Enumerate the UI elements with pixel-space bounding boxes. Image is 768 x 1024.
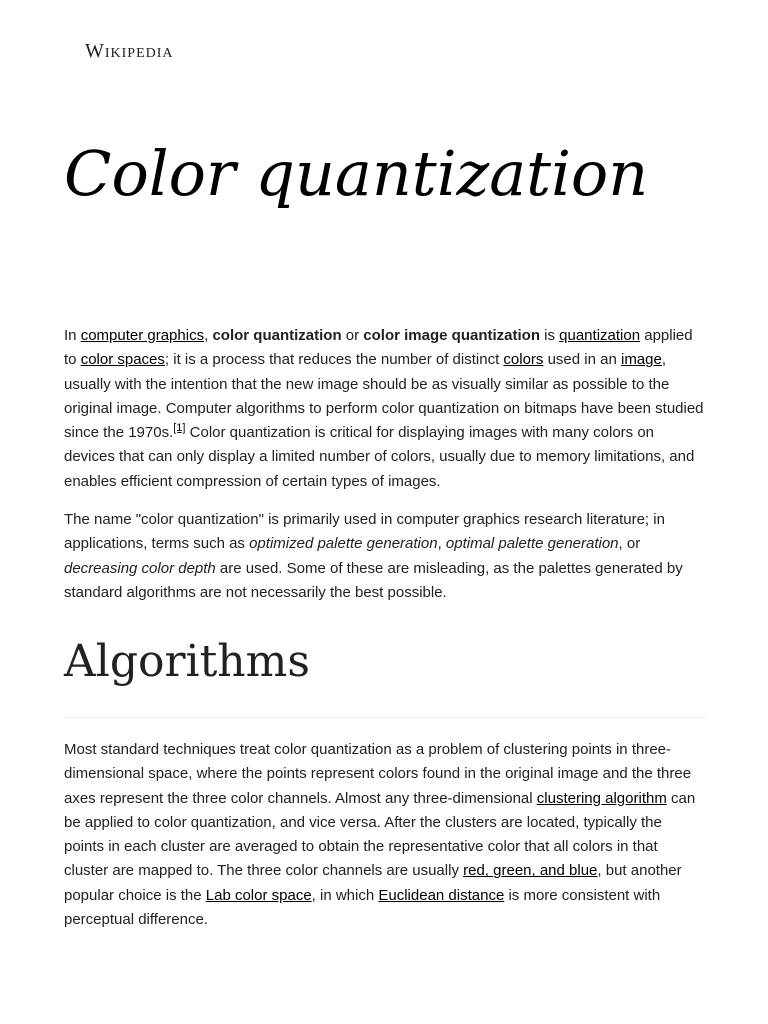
article-intro — [64, 324, 706, 619]
text: , — [204, 327, 213, 344]
text: applied to — [64, 327, 693, 369]
intro-paragraph-1 — [64, 324, 706, 494]
section-algorithms-body — [64, 738, 706, 946]
link-rgb-color-model[interactable]: red, green, and blue — [463, 862, 598, 880]
text: , but another popular choice is the — [64, 862, 682, 904]
link-lab-color-space[interactable]: Lab color space — [205, 886, 312, 904]
text: used in an — [543, 351, 621, 369]
text: The name "color quantization" is primarily used in computer graphics research literature; in applications, terms such as — [64, 511, 665, 553]
text: is — [539, 327, 560, 344]
bold-term: color quantization — [212, 327, 342, 344]
algorithms-paragraph-1 — [64, 738, 706, 932]
text: , usually with the intention that the new image should be as visually similar as possible to the original image. Computer algorithms to perform color quantization on bitmaps have been studied since the 1970s. — [64, 351, 704, 442]
wikipedia-logo[interactable]: Wikipedia — [85, 40, 174, 62]
text: are used. Some of these are misleading, as the palettes generated by standard algorithms are not necessarily the best possible. — [64, 559, 683, 601]
text: Color quantization is critical for displaying images with many colors on devices that can only display a limited number of colors, usually due to memory limitations, and enables efficient compression of certain types of images. — [64, 424, 695, 490]
text: , in which — [311, 886, 379, 904]
italic-term: optimal palette generation — [445, 535, 619, 553]
text: ; it is a process that reduces the number of distinct — [164, 351, 504, 369]
link-euclidean-distance[interactable]: Euclidean distance — [378, 886, 505, 904]
reference-link-1[interactable]: [1] — [173, 422, 186, 435]
link-colors[interactable]: colors — [503, 351, 544, 369]
italic-term: optimized palette generation — [249, 535, 438, 553]
intro-paragraph-2 — [64, 508, 706, 605]
link-clustering-algorithm[interactable]: clustering algorithm — [536, 789, 667, 807]
text: , or — [618, 535, 641, 553]
text: can be applied to color quantization, and vice versa. After the clusters are located, typically the points in each cluster are averaged to obtain the representative color that all colors in that cluster are mapped to. The three color channels are usually — [64, 789, 696, 880]
text: or — [341, 327, 364, 344]
link-color-spaces[interactable]: color spaces — [80, 351, 165, 369]
text: is more consistent with perceptual difference. — [64, 886, 661, 929]
link-image[interactable]: image — [620, 351, 662, 369]
link-computer-graphics[interactable]: computer graphics — [80, 327, 205, 344]
text: In — [64, 327, 81, 344]
text: , — [437, 535, 446, 553]
section-heading-algorithms: Algorithms — [64, 636, 310, 687]
bold-term: color image quantization — [363, 327, 540, 344]
section-divider — [64, 717, 706, 718]
page-title: Color quantization — [64, 137, 649, 210]
link-quantization[interactable]: quantization — [559, 327, 641, 344]
text: Most standard techniques treat color quantization as a problem of clustering points in three-dimensional space, where the points represent colors found in the original image and the three axes represent the three color channels. Almost any three-dimensional — [64, 741, 692, 807]
italic-term: decreasing color depth — [64, 559, 216, 577]
